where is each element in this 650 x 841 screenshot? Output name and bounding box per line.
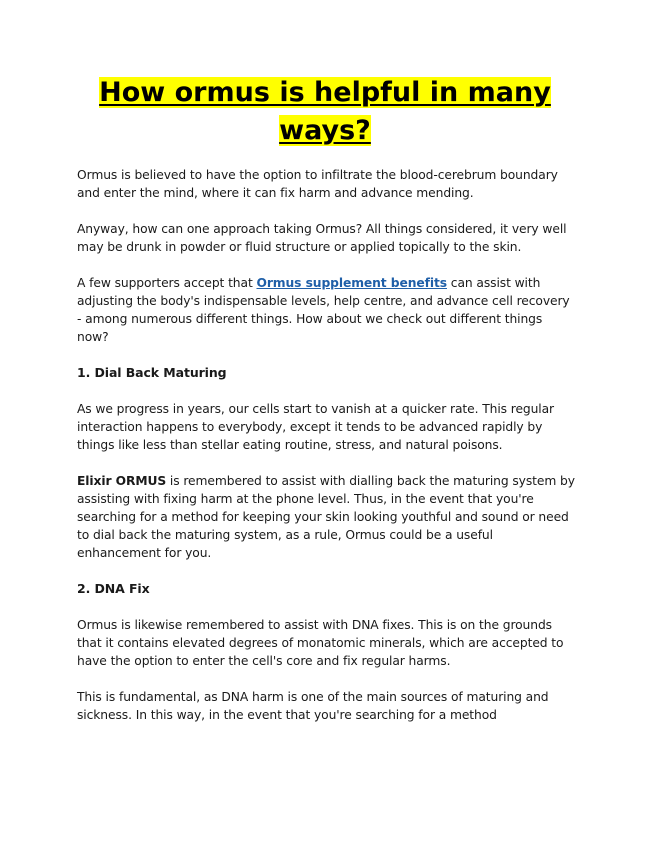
paragraph-intro: Ormus is believed to have the option to infiltrate the blood-cerebrum boundary and enter the mind, where it can fix harm and advance mending. <box>77 168 558 200</box>
heading-dial-back-maturing: 1. Dial Back Maturing <box>77 365 227 380</box>
paragraph-supporters-tail: can assist with adjusting the body's indispensable levels, help centre, and advance cell recovery - among numerous different things. How about we check out different things now? <box>77 276 570 344</box>
heading-dna-fix: 2. DNA Fix <box>77 581 150 596</box>
paragraph-supporters <box>77 274 577 346</box>
title-line-2: ways? <box>279 115 371 146</box>
ormus-benefits-link[interactable]: Ormus supplement benefits <box>256 276 447 290</box>
paragraph-fundamental: This is fundamental, as DNA harm is one of the main sources of maturing and sickness. In this way, in the event that you're searching for a method <box>77 690 549 722</box>
document-body <box>77 166 577 742</box>
paragraph-elixir-text: is remembered to assist with dialling back the maturing system by assisting with fixing harm at the phone level. Thus, in the event that you're searching for a method for keeping your skin looking youthful and sound or need to dial back the maturing system, as a rule, Ormus could be a useful enhancement for you. <box>77 474 575 560</box>
page-title <box>60 74 590 150</box>
paragraph-aging: As we progress in years, our cells start to vanish at a quicker rate. This regular interaction happens to everybody, except it tends to be advanced rapidly by things like less than stellar eating routine, stress, and natural poisons. <box>77 402 555 452</box>
paragraph-dna: Ormus is likewise remembered to assist with DNA fixes. This is on the grounds that it contains elevated degrees of monatomic minerals, which are accepted to have the option to enter the cell's core and fix regular harms. <box>77 618 564 668</box>
paragraph-approach: Anyway, how can one approach taking Ormus? All things considered, it very well may be drunk in powder or fluid structure or applied topically to the skin. <box>77 222 567 254</box>
title-line-1: How ormus is helpful in many <box>99 77 551 108</box>
paragraph-elixir <box>77 472 577 562</box>
elixir-ormus-bold: Elixir ORMUS <box>77 474 167 488</box>
paragraph-supporters-lead: A few supporters accept that <box>77 276 257 290</box>
